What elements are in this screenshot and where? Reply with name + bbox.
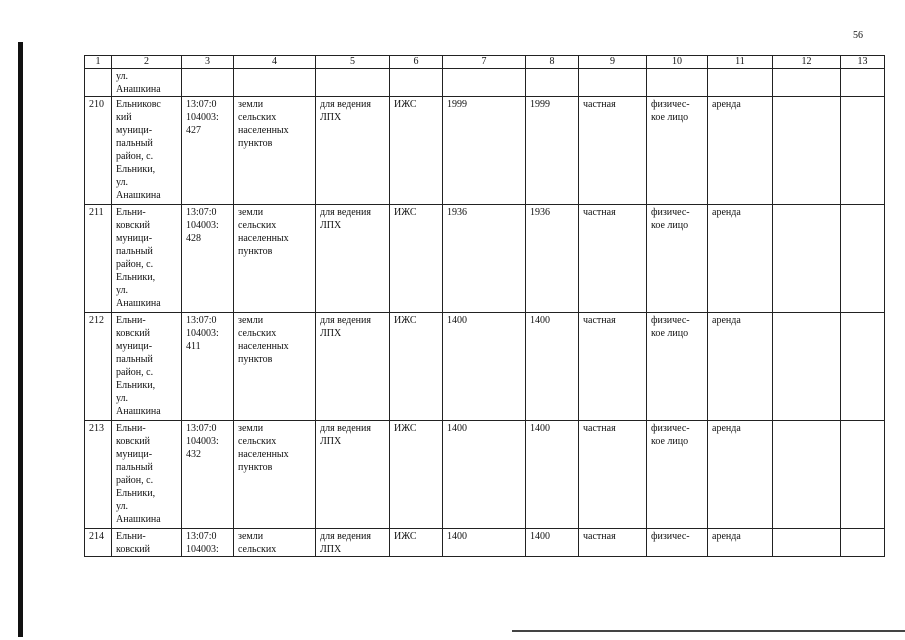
cell-category: [234, 69, 316, 97]
cell-address: Ельни- ковский муници- пальный район, с. Ельники, ул. Анашкина: [112, 205, 182, 313]
cell-right: аренда: [708, 529, 773, 557]
cell-type: ИЖС: [390, 313, 443, 421]
cell-right: аренда: [708, 97, 773, 205]
cell-ownership: [579, 69, 647, 97]
cell-col12: [773, 421, 841, 529]
scan-bottom-line: [512, 630, 905, 632]
cell-col13: [841, 421, 885, 529]
cell-area: [443, 69, 526, 97]
cell-type: ИЖС: [390, 529, 443, 557]
table-row: [85, 205, 885, 313]
cell-ownership: частная: [579, 205, 647, 313]
cell-holder: физичес- кое лицо: [647, 205, 708, 313]
cell-holder: физичес- кое лицо: [647, 421, 708, 529]
cell-use: для ведения ЛПХ: [316, 529, 390, 557]
cell-cadastral: 13:07:0 104003: 432: [182, 421, 234, 529]
cell-address: Ельни- ковский: [112, 529, 182, 557]
cell-col12: [773, 69, 841, 97]
scan-edge-bar: [18, 42, 23, 637]
cell-holder: физичес- кое лицо: [647, 97, 708, 205]
cell-address: Ельниковс кий муници- пальный район, с. Ельники, ул. Анашкина: [112, 97, 182, 205]
table-header-row: [85, 56, 885, 69]
cell-area-2: 1936: [526, 205, 579, 313]
column-header: 9: [579, 56, 647, 69]
cell-right: [708, 69, 773, 97]
cell-right: аренда: [708, 421, 773, 529]
cell-holder: физичес-: [647, 529, 708, 557]
cell-use: для ведения ЛПХ: [316, 313, 390, 421]
cell-area-2: 1400: [526, 313, 579, 421]
column-header: 3: [182, 56, 234, 69]
cell-category: земли сельских населенных пунктов: [234, 313, 316, 421]
cell-col12: [773, 313, 841, 421]
cell-col12: [773, 97, 841, 205]
cell-area: 1400: [443, 529, 526, 557]
cell-col12: [773, 529, 841, 557]
cell-type: ИЖС: [390, 97, 443, 205]
cell-area: 1400: [443, 313, 526, 421]
column-header: 10: [647, 56, 708, 69]
cell-ownership: частная: [579, 529, 647, 557]
column-header: 4: [234, 56, 316, 69]
cell-col13: [841, 69, 885, 97]
cell-number: 213: [85, 421, 112, 529]
cell-cadastral: 13:07:0 104003: 428: [182, 205, 234, 313]
cell-cadastral: 13:07:0 104003:: [182, 529, 234, 557]
cell-col13: [841, 97, 885, 205]
column-header: 8: [526, 56, 579, 69]
table-row: [85, 529, 885, 557]
column-header: 12: [773, 56, 841, 69]
cell-type: ИЖС: [390, 421, 443, 529]
cell-cadastral: [182, 69, 234, 97]
cell-category: земли сельских: [234, 529, 316, 557]
table-row: [85, 69, 885, 97]
cell-number: 211: [85, 205, 112, 313]
table-row: [85, 421, 885, 529]
cell-type: [390, 69, 443, 97]
cell-col13: [841, 313, 885, 421]
cell-use: для ведения ЛПХ: [316, 421, 390, 529]
cell-ownership: частная: [579, 313, 647, 421]
cell-col13: [841, 205, 885, 313]
cell-category: земли сельских населенных пунктов: [234, 97, 316, 205]
cell-use: [316, 69, 390, 97]
cell-cadastral: 13:07:0 104003: 411: [182, 313, 234, 421]
cell-holder: физичес- кое лицо: [647, 313, 708, 421]
cell-area-2: 1400: [526, 421, 579, 529]
cell-use: для ведения ЛПХ: [316, 97, 390, 205]
cell-number: 210: [85, 97, 112, 205]
cell-area: 1936: [443, 205, 526, 313]
column-header: 2: [112, 56, 182, 69]
column-header: 6: [390, 56, 443, 69]
cell-cadastral: 13:07:0 104003: 427: [182, 97, 234, 205]
cell-number: 212: [85, 313, 112, 421]
cell-address: Ельни- ковский муници- пальный район, с. Ельники, ул. Анашкина: [112, 313, 182, 421]
cell-address: ул. Анашкина: [112, 69, 182, 97]
cell-right: аренда: [708, 313, 773, 421]
table-row: [85, 97, 885, 205]
land-plots-table: [84, 55, 885, 557]
cell-address: Ельни- ковский муници- пальный район, с. Ельники, ул. Анашкина: [112, 421, 182, 529]
cell-holder: [647, 69, 708, 97]
cell-area-2: 1400: [526, 529, 579, 557]
cell-col13: [841, 529, 885, 557]
cell-number: 214: [85, 529, 112, 557]
cell-area: 1400: [443, 421, 526, 529]
cell-ownership: частная: [579, 421, 647, 529]
table-row: [85, 313, 885, 421]
cell-area: 1999: [443, 97, 526, 205]
cell-type: ИЖС: [390, 205, 443, 313]
cell-category: земли сельских населенных пунктов: [234, 205, 316, 313]
page-number: 56: [853, 30, 863, 41]
cell-col12: [773, 205, 841, 313]
column-header: 11: [708, 56, 773, 69]
cell-use: для ведения ЛПХ: [316, 205, 390, 313]
cell-category: земли сельских населенных пунктов: [234, 421, 316, 529]
cell-area-2: 1999: [526, 97, 579, 205]
cell-number: [85, 69, 112, 97]
column-header: 1: [85, 56, 112, 69]
cell-ownership: частная: [579, 97, 647, 205]
cell-right: аренда: [708, 205, 773, 313]
column-header: 13: [841, 56, 885, 69]
column-header: 5: [316, 56, 390, 69]
column-header: 7: [443, 56, 526, 69]
cell-area-2: [526, 69, 579, 97]
